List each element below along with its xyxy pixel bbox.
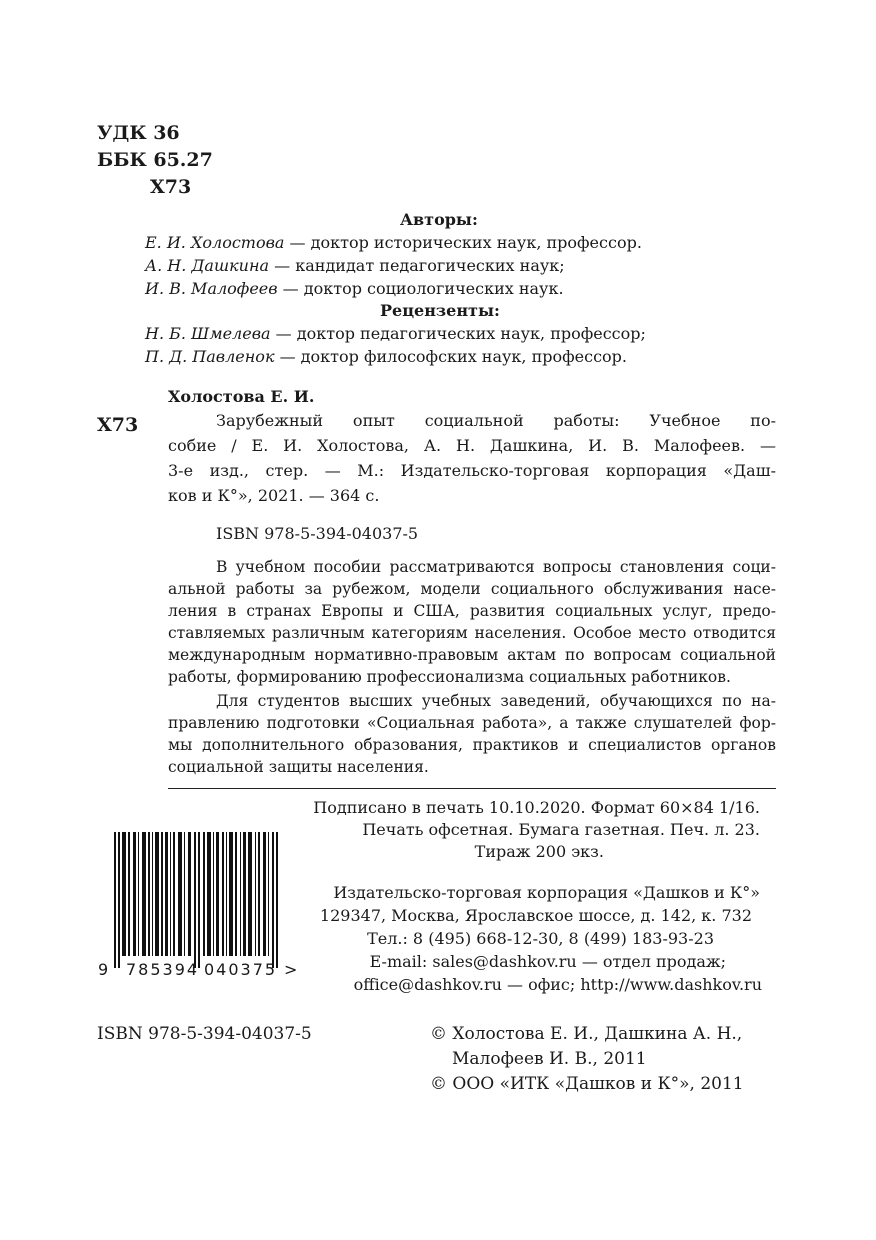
publisher-line-2: 129347, Москва, Ярославское шоссе, д. 142, к. 732	[319, 906, 752, 925]
copyright-line-2: Малофеев И. В., 2011	[452, 1049, 647, 1069]
copyright-line-1: © Холостова Е. И., Дашкина А. Н.,	[430, 1024, 743, 1044]
book-desc-line-2: собие / Е. И. Холостова, А. Н. Дашкина, И. В. Малофеев. —	[168, 436, 776, 455]
annotation-p1-line-6: работы, формированию профессионализма социальных работников.	[168, 668, 731, 686]
reviewer-name: Н. Б. Шмелева	[145, 324, 271, 343]
reviewer-desc: — доктор философских наук, профессор.	[274, 347, 628, 366]
author-name: Е. И. Холостова	[145, 233, 285, 252]
annotation-p1-line-5: международным нормативно-правовым актам по вопросам социальной	[168, 646, 776, 664]
reviewers-heading: Рецензенты:	[380, 301, 500, 320]
main-author: Холостова Е. И.	[168, 387, 315, 406]
barcode-image	[112, 832, 288, 970]
reviewer-line-1	[145, 323, 646, 345]
author-mark-side: Х73	[97, 414, 139, 436]
udk-code: УДК 36	[97, 122, 180, 144]
author-line-1	[145, 232, 642, 254]
author-desc: — доктор социологических наук.	[277, 279, 564, 298]
annotation-p1-line-4: ставляемых различным категориям населения. Особое место отводится	[168, 624, 776, 642]
barcode-right-digits: 040375	[204, 960, 278, 979]
barcode-left-digits: 785394	[126, 960, 200, 979]
author-desc: — доктор исторических наук, профессор.	[284, 233, 642, 252]
author-name: А. Н. Дашкина	[145, 256, 270, 275]
annotation-p1-line-3: ления в странах Европы и США, развития социальных услуг, предо-	[168, 602, 776, 620]
book-desc-line-1: Зарубежный опыт социальной работы: Учебное по-	[216, 411, 776, 430]
publisher-line-1: Издательско-торговая корпорация «Дашков и К°»	[333, 883, 760, 902]
publisher-line-3: Тел.: 8 (495) 668-12-30, 8 (499) 183-93-23	[367, 929, 714, 948]
divider	[168, 788, 776, 789]
annotation-p2-line-3: мы дополнительного образования, практиков и специалистов органов	[168, 736, 776, 754]
barcode-end-mark: >	[284, 960, 300, 979]
footer-isbn: ISBN 978-5-394-04037-5	[97, 1024, 312, 1044]
print-line-1: Подписано в печать 10.10.2020. Формат 60×84 1/16.	[313, 798, 760, 817]
reviewer-desc: — доктор педагогических наук, профессор;	[270, 324, 646, 343]
print-line-3: Тираж 200 экз.	[474, 842, 604, 861]
book-desc-line-4: ков и К°», 2021. — 364 с.	[168, 486, 380, 505]
author-line-2	[145, 255, 565, 277]
annotation-p2-line-1: Для студентов высших учебных заведений, обучающихся по на-	[216, 692, 776, 710]
publisher-line-4: E-mail: sales@dashkov.ru — отдел продаж;	[369, 952, 726, 971]
author-name: И. В. Малофеев	[145, 279, 278, 298]
author-line-3	[145, 278, 564, 300]
author-desc: — кандидат педагогических наук;	[269, 256, 565, 275]
reviewer-line-2	[145, 346, 627, 368]
authors-heading: Авторы:	[400, 210, 478, 229]
bbk-code: ББК 65.27	[97, 149, 213, 171]
author-mark-top: Х73	[150, 176, 192, 198]
annotation-p2-line-2: правлению подготовки «Социальная работа», а также слушателей фор-	[168, 714, 776, 732]
book-isbn: ISBN 978-5-394-04037-5	[216, 524, 419, 543]
publisher-line-5: office@dashkov.ru — офис; http://www.dashkov.ru	[353, 975, 762, 994]
print-line-2: Печать офсетная. Бумага газетная. Печ. л. 23.	[362, 820, 760, 839]
copyright-line-3: © ООО «ИТК «Дашков и К°», 2011	[430, 1074, 744, 1094]
annotation-p1-line-2: альной работы за рубежом, модели социального обслуживания насе-	[168, 580, 776, 598]
annotation-p2-line-4: социальной защиты населения.	[168, 758, 429, 776]
barcode-first-digit: 9	[98, 960, 111, 979]
annotation-p1-line-1: В учебном пособии рассматриваются вопросы становления соци-	[216, 558, 776, 576]
book-desc-line-3: 3-е изд., стер. — М.: Издательско-торговая корпорация «Даш-	[168, 461, 776, 480]
reviewer-name: П. Д. Павленок	[145, 347, 275, 366]
